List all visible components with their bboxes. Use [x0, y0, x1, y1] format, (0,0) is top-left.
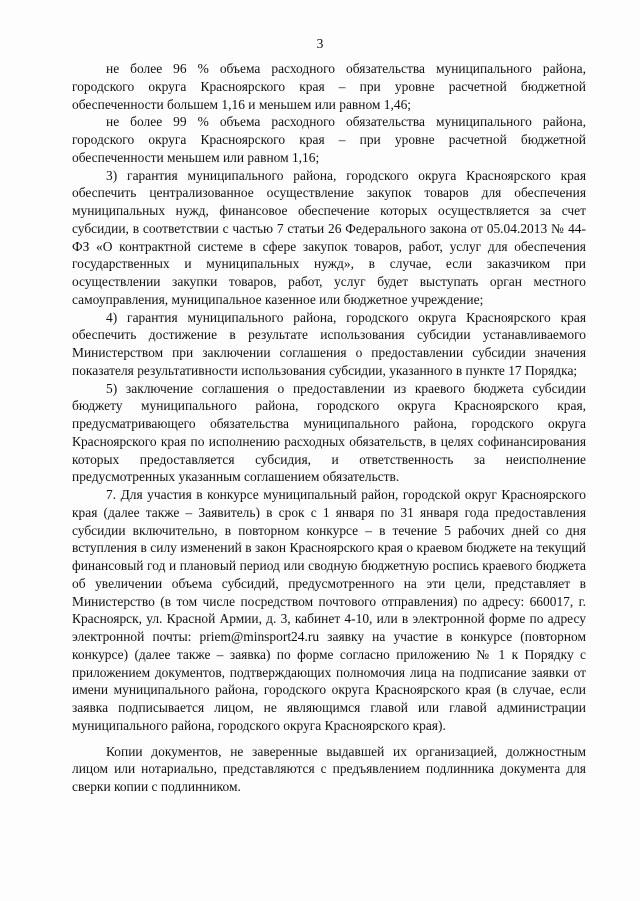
- document-body: [72, 60, 586, 796]
- page-number: 3: [316, 36, 324, 51]
- paragraph-copies: Копии документов, не заверенные выдавшей их организацией, должностным лицом или нотариально, представляются с предъявлением подлинника документа для сверки копии с подлинником.: [72, 743, 586, 794]
- paragraph-limit-99: не более 99 % объема расходного обязательства муниципального района, городского округа Красноярского края – при уровне расчетной бюджетной обеспеченности меньшем или равном 1,16;: [72, 114, 586, 165]
- paragraph-item-3: 3) гарантия муниципального района, городского округа Красноярского края обеспечить централизованное осуществление закупок товаров для обеспечения муниципальных нужд, финансовое обеспечение которых осуществляется за счет субсидии, в соответствии с частью 7 статьи 26 Федерального закона от 05.04.2013 № 44-ФЗ «О контрактной системе в сфере закупок товаров, работ, услуг для обеспечения государственных и муниципальных нужд», в случае, если заказчиком при осуществлении закупки товаров, работ, услуг будет выступать орган местного самоуправления, муниципальное казенное или бюджетное учреждение;: [72, 167, 586, 307]
- paragraph-item-5: 5) заключение соглашения о предоставлении из краевого бюджета субсидии бюджету муниципального района, городского округа Красноярского края, предусматривающего обязательства муниципального района, городского округа Красноярского края по исполнению расходных обязательств, в целях софинансирования которых предоставляется субсидия, и ответственность за неисполнение предусмотренных указанным соглашением обязательств.: [72, 380, 586, 485]
- paragraph-spacer: [72, 735, 586, 743]
- paragraph-limit-96: не более 96 % объема расходного обязательства муниципального района, городского округа Красноярского края – при уровне расчетной бюджетной обеспеченности большем 1,16 и меньшем или равном 1,46;: [72, 61, 586, 112]
- paragraph-item-4: 4) гарантия муниципального района, городского округа Красноярского края обеспечить достижение в результате использования субсидии устанавливаемого Министерством при заключении соглашения о предоставлении субсидии значения показателя результативности использования субсидии, указанного в пункте 17 Порядка;: [72, 309, 586, 378]
- paragraph-section-7: 7. Для участия в конкурсе муниципальный район, городской округ Красноярского края (далее также – Заявитель) в срок с 1 января по 31 января года предоставления субсидии включительно, в повторном конкурсе – в течение 5 рабочих дней со дня вступления в силу изменений в закон Красноярского края о краевом бюджете на текущий финансовый год и плановый период или сводную бюджетную роспись краевого бюджета об увеличении объема субсидий, предусмотренного на эти цели, представляет в Министерство (в том числе посредством почтового отправления) по адресу: 660017, г. Красноярск, ул. Красной Армии, д. 3, кабинет 4-10, или в электронной форме по адресу электронной почты: priem@minsport24.ru заявку на участие в конкурсе (повторном конкурсе) (далее также – заявка) по форме согласно приложению № 1 к Порядку с приложением документов, подтверждающих полномочия лица на подписание заявки от имени муниципального района, городского округа Красноярского края (в случае, если заявка подписывается лицом, не являющимся главой или главой администрации муниципального района, городского округа Красноярского края).: [72, 487, 586, 733]
